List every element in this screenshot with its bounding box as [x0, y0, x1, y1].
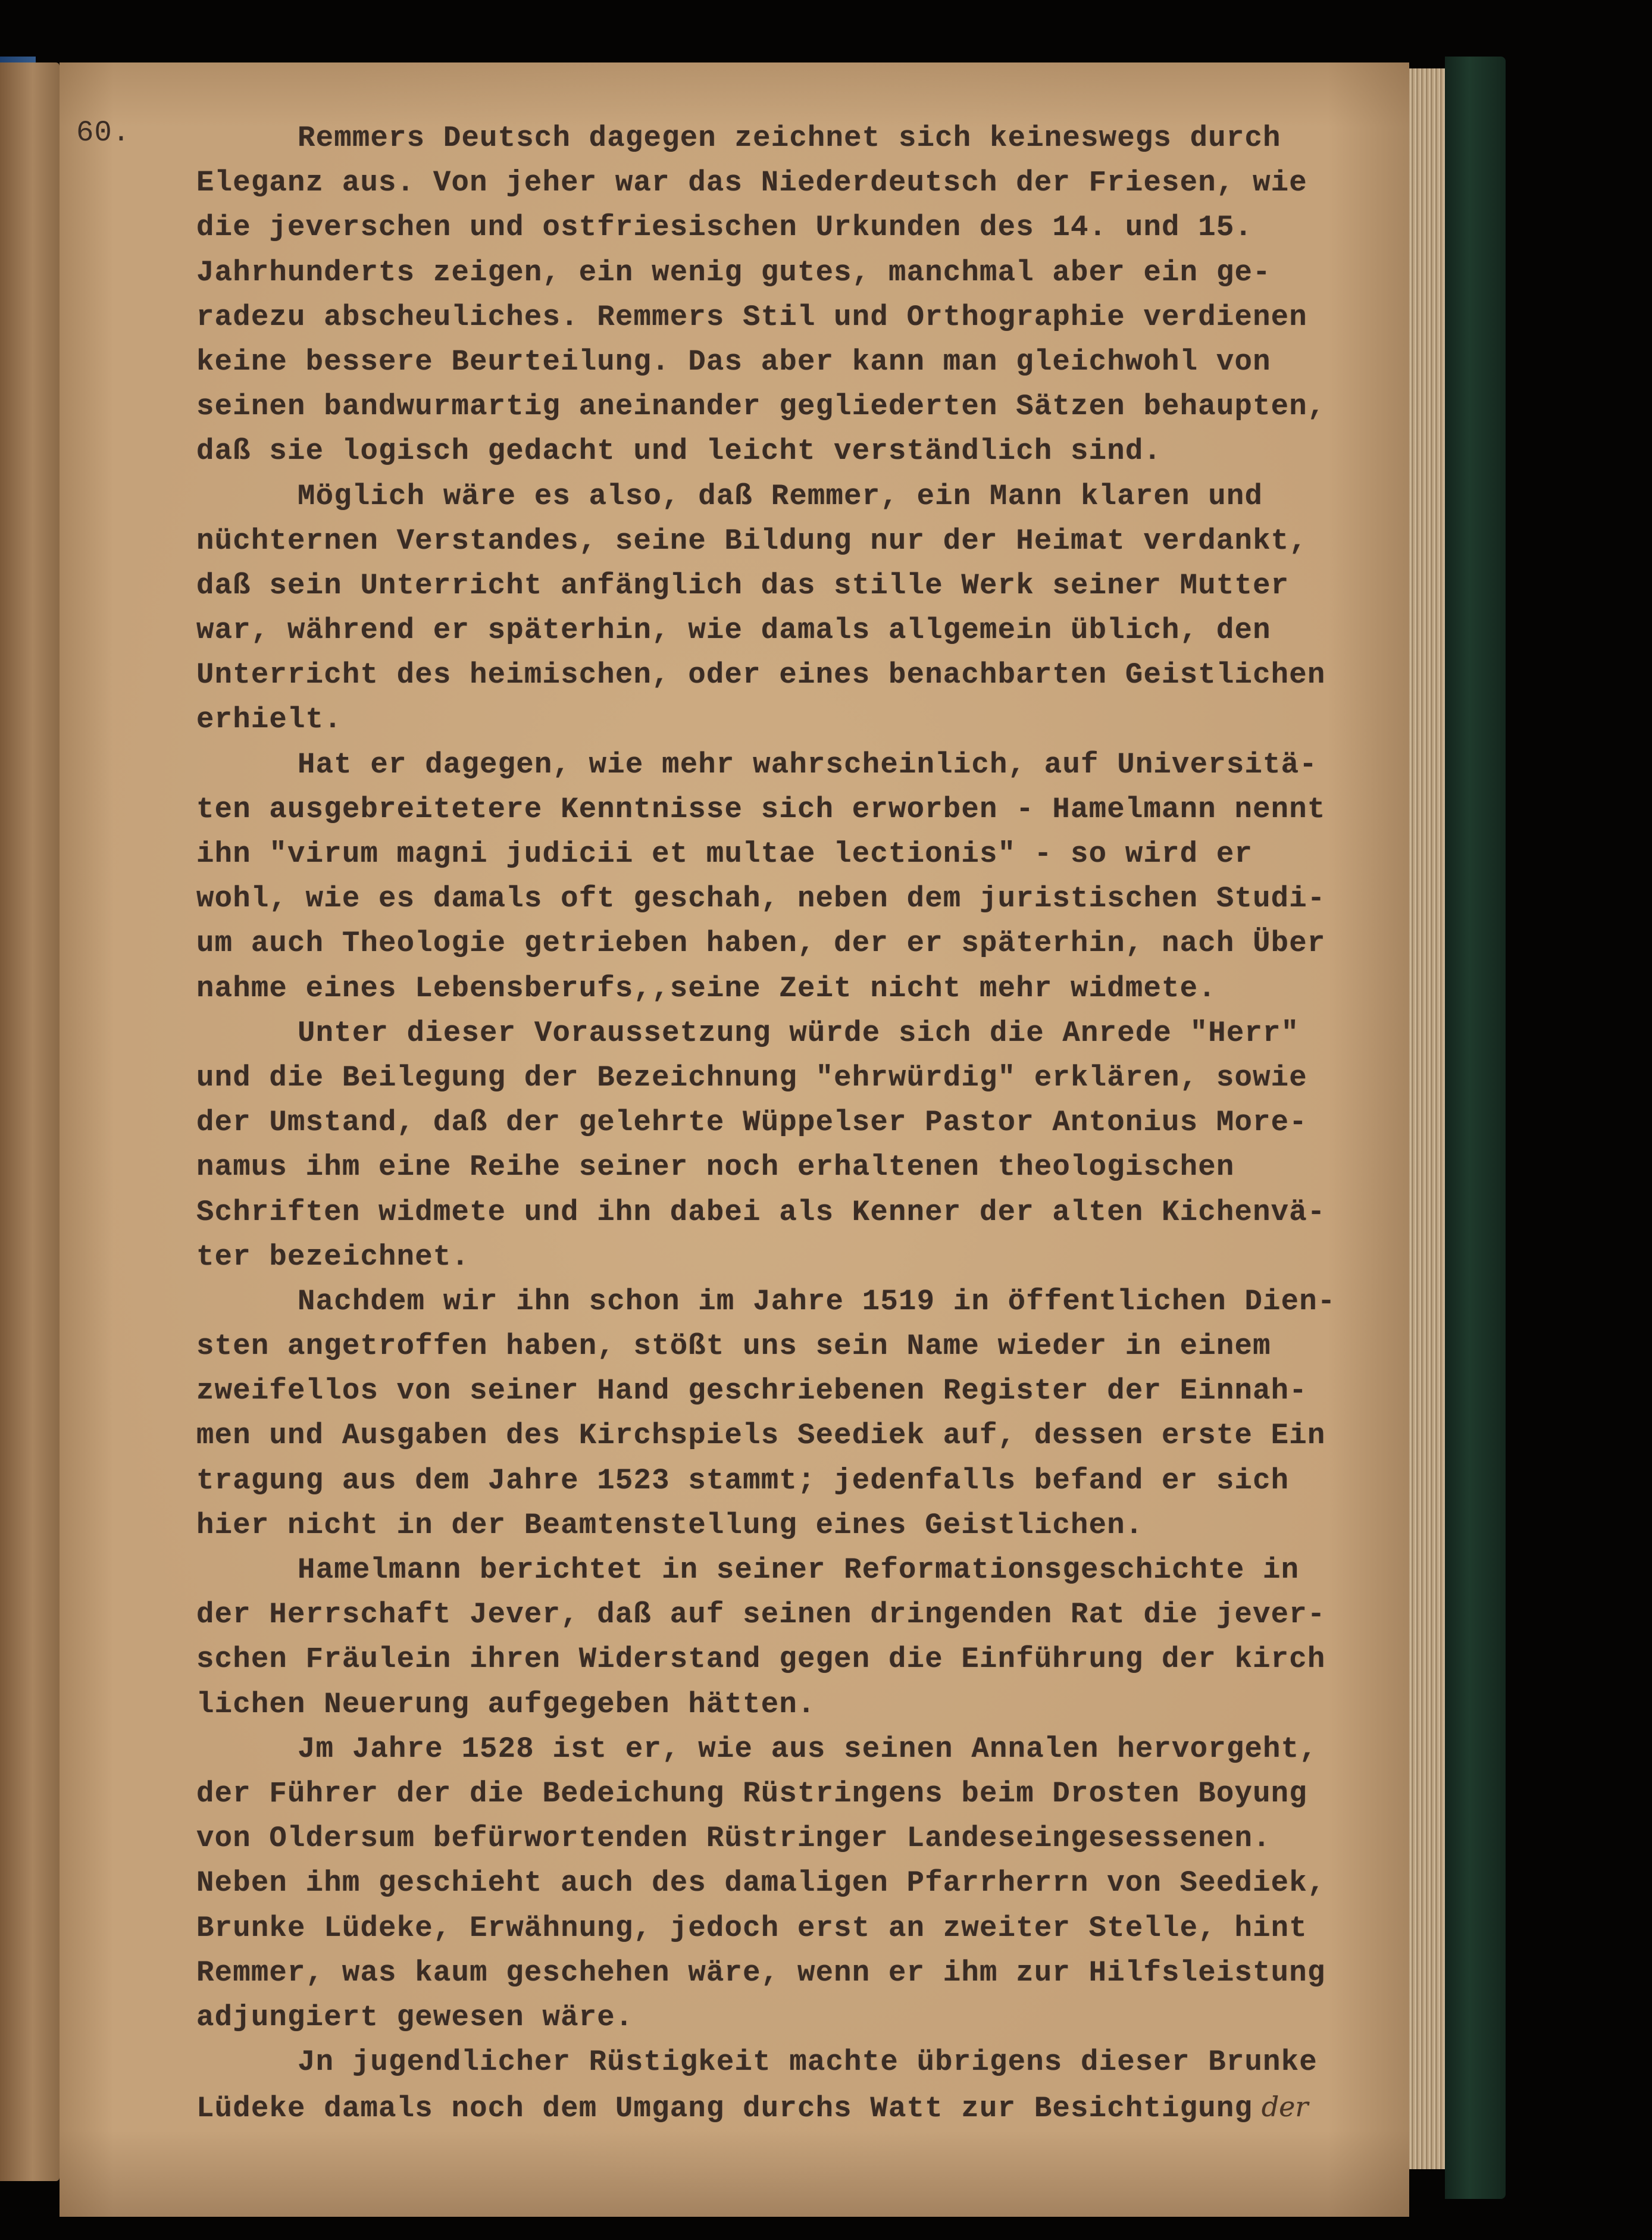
text-line — [196, 474, 1393, 519]
text-line-content: Nachdem wir ihn schon im Jahre 1519 in öffentlichen Dien- — [298, 1284, 1336, 1318]
text-line-content: Eleganz aus. Von jeher war das Niederdeutsch der Friesen, wie — [196, 166, 1307, 200]
text-line — [196, 1816, 1393, 1861]
text-line-content: tragung aus dem Jahre 1523 stammt; jedenfalls befand er sich — [196, 1463, 1290, 1497]
text-line — [196, 1324, 1393, 1369]
text-line-content: daß sie logisch gedacht und leicht verständlich sind. — [196, 434, 1162, 468]
text-line-content: Möglich wäre es also, daß Remmer, ein Mann klaren und — [298, 479, 1263, 513]
text-line-content: men und Ausgaben des Kirchspiels Seediek auf, dessen erste Ein — [196, 1419, 1326, 1453]
text-line — [196, 966, 1393, 1011]
text-line-content: um auch Theologie getrieben haben, der er späterhin, nach Über — [196, 927, 1326, 961]
text-line — [196, 877, 1393, 921]
text-line — [196, 1548, 1393, 1593]
text-line — [196, 1011, 1393, 1056]
text-line — [196, 1637, 1393, 1682]
text-line — [196, 205, 1393, 250]
text-line — [196, 653, 1393, 697]
text-line — [196, 608, 1393, 653]
text-line-content: Jahrhunderts zeigen, ein wenig gutes, manchmal aber ein ge- — [196, 255, 1271, 289]
text-line-content: nahme eines Lebensberufs,,seine Zeit nicht mehr widmete. — [196, 971, 1216, 1005]
text-line-content: zweifellos von seiner Hand geschriebenen Register der Einnah- — [196, 1374, 1307, 1408]
text-line — [196, 251, 1393, 295]
text-line — [196, 1906, 1393, 1951]
text-line — [196, 921, 1393, 966]
typed-text-block — [196, 116, 1393, 2129]
text-line-content: und die Beilegung der Bezeichnung "ehrwürdig" erklären, sowie — [196, 1060, 1307, 1094]
text-line — [196, 1100, 1393, 1145]
text-line — [196, 1593, 1393, 1637]
text-line-content: hier nicht in der Beamtenstellung eines Geistlichen. — [196, 1508, 1144, 1542]
text-line — [196, 1503, 1393, 1548]
text-line-content: von Oldersum befürwortenden Rüstringer Landeseingesessenen. — [196, 1822, 1271, 1856]
text-line — [196, 1145, 1393, 1190]
text-line-content: der Herrschaft Jever, daß auf seinen dringenden Rat die jever- — [196, 1598, 1326, 1632]
text-line — [196, 295, 1393, 340]
text-line-content: Lüdeke damals noch dem Umgang durchs Watt zur Besichtigung — [196, 2092, 1253, 2126]
text-line — [196, 1861, 1393, 1906]
text-line — [196, 429, 1393, 474]
text-line — [196, 1413, 1393, 1458]
text-line-content: erhielt. — [196, 703, 342, 737]
text-line-content: lichen Neuerung aufgegeben hätten. — [196, 1687, 816, 1721]
text-line-content: schen Fräulein ihren Widerstand gegen die Einführung der kirch — [196, 1643, 1326, 1676]
left-page-edge — [0, 62, 60, 2181]
text-line-content: Hat er dagegen, wie mehr wahrscheinlich, auf Universitä- — [298, 747, 1318, 781]
text-line — [196, 1235, 1393, 1279]
text-line-content: die jeverschen und ostfriesischen Urkunden des 14. und 15. — [196, 211, 1253, 245]
text-line — [196, 340, 1393, 384]
text-line-content: der Umstand, daß der gelehrte Wüppelser Pastor Antonius More- — [196, 1106, 1307, 1140]
text-line-content: nüchternen Verstandes, seine Bildung nur der Heimat verdankt, — [196, 524, 1307, 558]
text-line — [196, 1995, 1393, 2040]
text-line — [196, 832, 1393, 877]
text-line-content: Schriften widmete und ihn dabei als Kenner der alten Kichenvä- — [196, 1195, 1326, 1229]
text-line-content: ter bezeichnet. — [196, 1240, 470, 1274]
text-line — [196, 1190, 1393, 1235]
text-line-content: Unterricht des heimischen, oder eines benachbarten Geistlichen — [196, 658, 1326, 692]
text-line-content: namus ihm eine Reihe seiner noch erhaltenen theologischen — [196, 1150, 1235, 1184]
text-line — [196, 2085, 1393, 2129]
text-line-content: war, während er späterhin, wie damals allgemein üblich, den — [196, 614, 1271, 647]
text-line — [196, 1727, 1393, 1772]
green-book-cover — [1445, 57, 1506, 2199]
text-line-content: ihn "virum magni judicii et multae lectionis" - so wird er — [196, 837, 1253, 871]
text-line — [196, 116, 1393, 161]
text-line — [196, 161, 1393, 205]
text-line — [196, 1056, 1393, 1100]
text-line — [196, 1369, 1393, 1413]
text-line-content: Jn jugendlicher Rüstigkeit machte übrigens dieser Brunke — [298, 2045, 1318, 2079]
text-line-content: daß sein Unterricht anfänglich das stille Werk seiner Mutter — [196, 568, 1290, 602]
text-line-content: Jm Jahre 1528 ist er, wie aus seinen Annalen hervorgeht, — [298, 1732, 1318, 1766]
text-line-content: Remmers Deutsch dagegen zeichnet sich keineswegs durch — [298, 121, 1281, 155]
text-line — [196, 1951, 1393, 1995]
text-line — [196, 1279, 1393, 1324]
text-line — [196, 1682, 1393, 1727]
text-line-content: keine bessere Beurteilung. Das aber kann man gleichwohl von — [196, 345, 1271, 378]
text-line-content: Neben ihm geschieht auch des damaligen Pfarrherrn von Seediek, — [196, 1866, 1326, 1900]
text-line-content: adjungiert gewesen wäre. — [196, 2000, 634, 2034]
text-line — [196, 787, 1393, 832]
text-line — [196, 2040, 1393, 2085]
text-line-content: Hamelmann berichtet in seiner Reformationsgeschichte in — [298, 1553, 1300, 1587]
text-line — [196, 697, 1393, 742]
text-line-content: Brunke Lüdeke, Erwähnung, jedoch erst an zweiter Stelle, hint — [196, 1911, 1307, 1945]
text-line-content: radezu abscheuliches. Remmers Stil und Orthographie verdienen — [196, 300, 1307, 334]
text-line — [196, 1772, 1393, 1816]
text-line-content: Remmer, was kaum geschehen wäre, wenn er ihm zur Hilfsleistung — [196, 1956, 1326, 1989]
text-line — [196, 1459, 1393, 1503]
text-line-content: wohl, wie es damals oft geschah, neben dem juristischen Studi- — [196, 882, 1326, 916]
page-stack-edges — [1409, 68, 1445, 2169]
text-line — [196, 519, 1393, 564]
text-line — [196, 564, 1393, 608]
text-line — [196, 743, 1393, 787]
text-line-content: Unter dieser Voraussetzung würde sich die Anrede "Herr" — [298, 1016, 1300, 1050]
text-line-content: seinen bandwurmartig aneinander gegliederten Sätzen behaupten, — [196, 390, 1326, 424]
text-line-content: ten ausgebreitetere Kenntnisse sich erworben - Hamelmann nennt — [196, 792, 1326, 826]
text-line-content: sten angetroffen haben, stößt uns sein Name wieder in einem — [196, 1329, 1271, 1363]
page-number: 60. — [76, 116, 131, 149]
text-line — [196, 384, 1393, 429]
handwritten-note: der — [1253, 2091, 1309, 2123]
text-line-content: der Führer der die Bedeichung Rüstringens beim Drosten Boyung — [196, 1776, 1307, 1810]
